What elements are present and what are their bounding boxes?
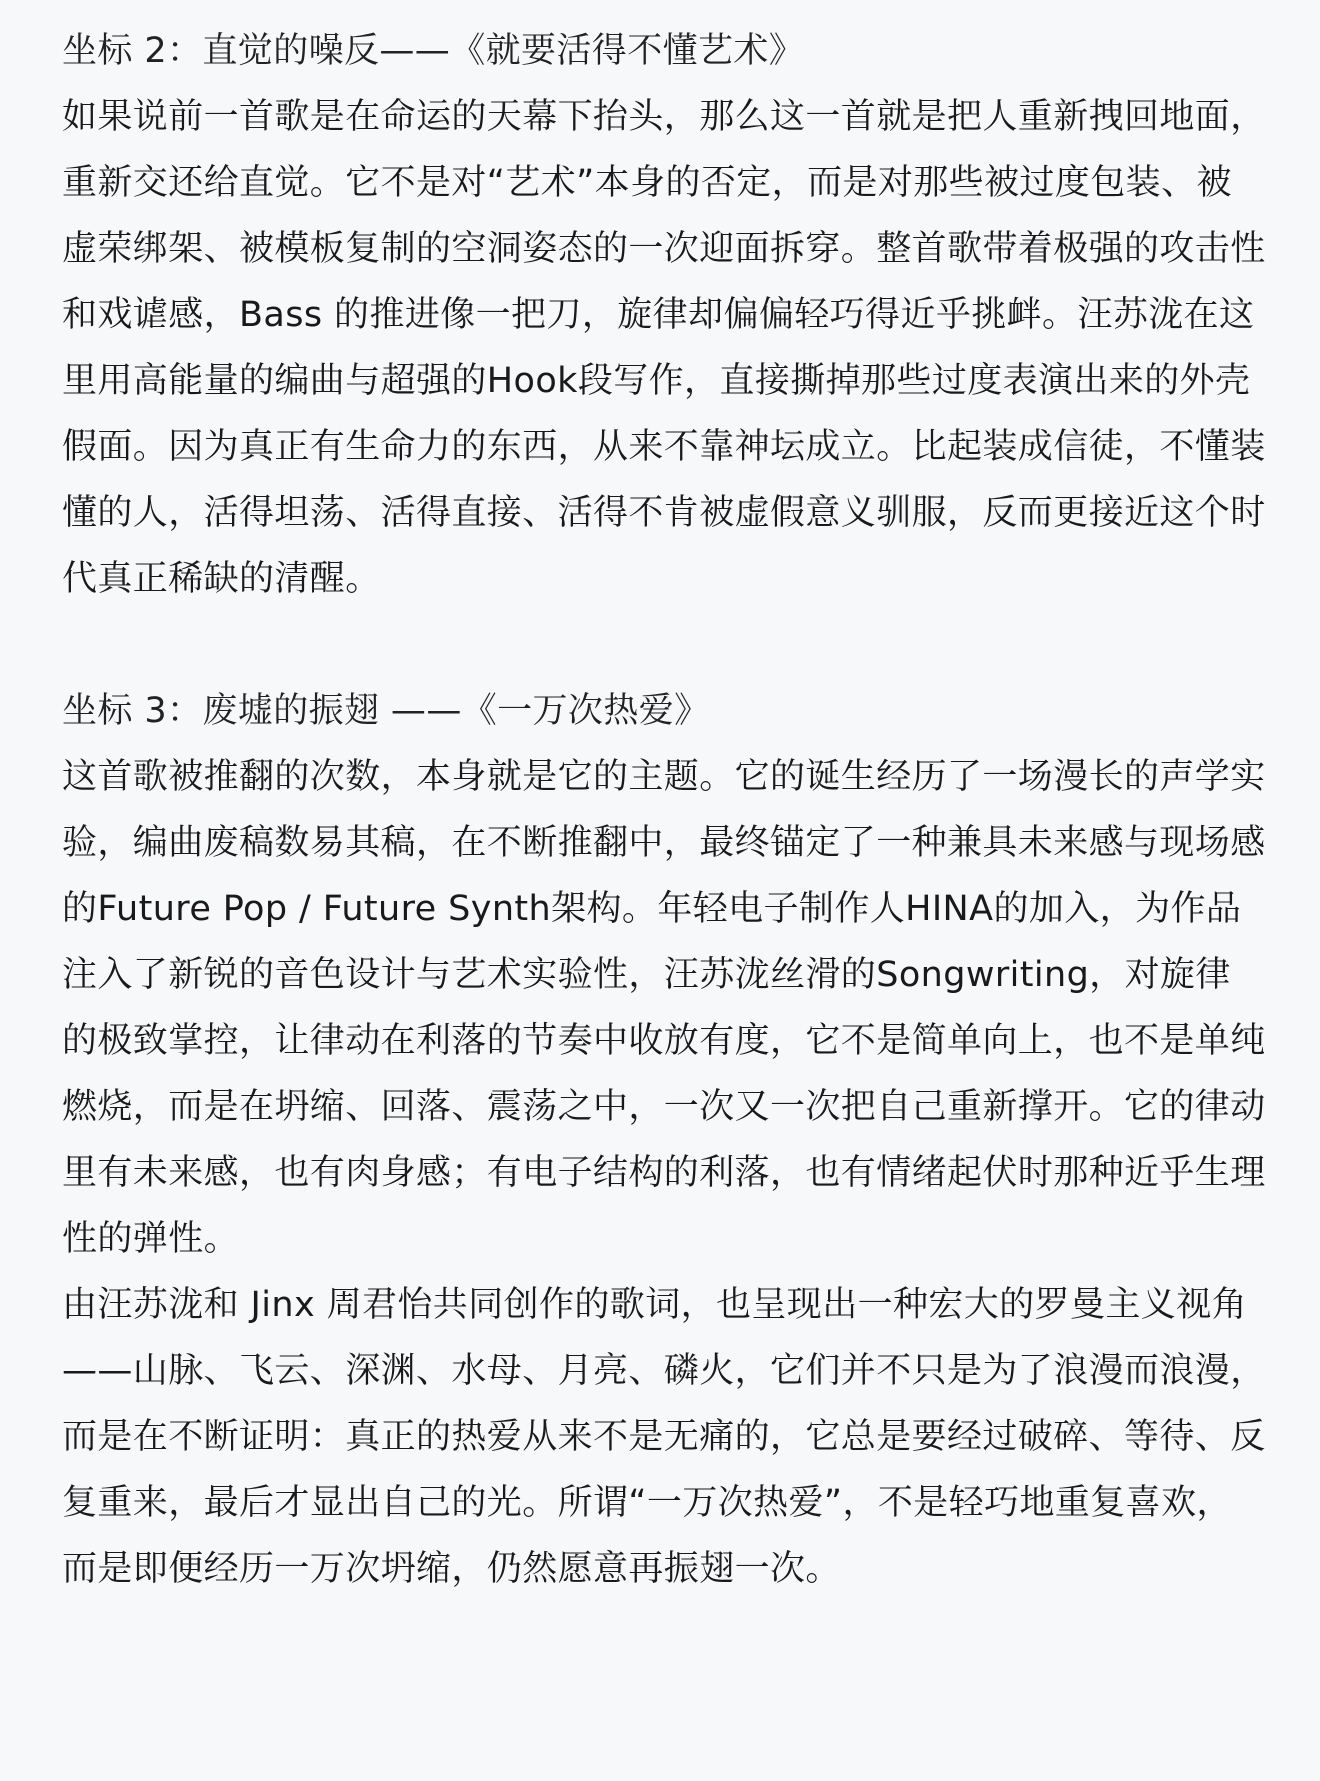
section-heading: 坐标 2：直觉的噪反——《就要活得不懂艺术》 bbox=[62, 31, 805, 71]
paragraph: 如果说前一首歌是在命运的天幕下抬头，那么这一首就是把人重新拽回地面，重新交还给直觉。它不是对“艺术”本身的否定，而是对那些被过度包装、被虚荣绑架、被模板复制的空洞姿态的一次迎面拆穿。整首歌带着极强的攻击性和戏谑感，Bass 的推进像一把刀，旋律却偏偏轻巧得近乎挑衅。汪苏泷在这里用高能量的编曲与超强的Hook段写作，直接撕掉那些过度表演出来的外壳假面。因为真正有生命力的东西，从来不靠神坛成立。比起装成信徒，不懂装懂的人，活得坦荡、活得直接、活得不肯被虚假意义驯服，反而更接近这个时代真正稀缺的清醒。 bbox=[62, 97, 1266, 599]
section-heading: 坐标 3：废墟的振翅 ——《一万次热爱》 bbox=[62, 691, 710, 731]
paragraph: 由汪苏泷和 Jinx 周君怡共同创作的歌词，也呈现出一种宏大的罗曼主义视角——山脉、飞云、深渊、水母、月亮、磷火，它们并不只是为了浪漫而浪漫，而是在不断证明：真正的热爱从来不是无痛的，它总是要经过破碎、等待、反复重来，最后才显出自己的光。所谓“一万次热爱”，不是轻巧地重复喜欢，而是即便经历一万次坍缩，仍然愿意再振翅一次。 bbox=[62, 1285, 1266, 1589]
section-coordinate-3 bbox=[62, 678, 1266, 1602]
section-coordinate-2 bbox=[62, 18, 1266, 612]
paragraph: 这首歌被推翻的次数，本身就是它的主题。它的诞生经历了一场漫长的声学实验，编曲废稿数易其稿，在不断推翻中，最终锚定了一种兼具未来感与现场感的Future Pop / Future Synth架构。年轻电子制作人HINA的加入，为作品注入了新锐的音色设计与艺术实验性，汪苏泷丝滑的Songwriting，对旋律的极致掌控，让律动在利落的节奏中收放有度，它不是简单向上，也不是单纯燃烧，而是在坍缩、回落、震荡之中，一次又一次把自己重新撑开。它的律动里有未来感，也有肉身感；有电子结构的利落，也有情绪起伏时那种近乎生理性的弹性。 bbox=[62, 757, 1266, 1259]
